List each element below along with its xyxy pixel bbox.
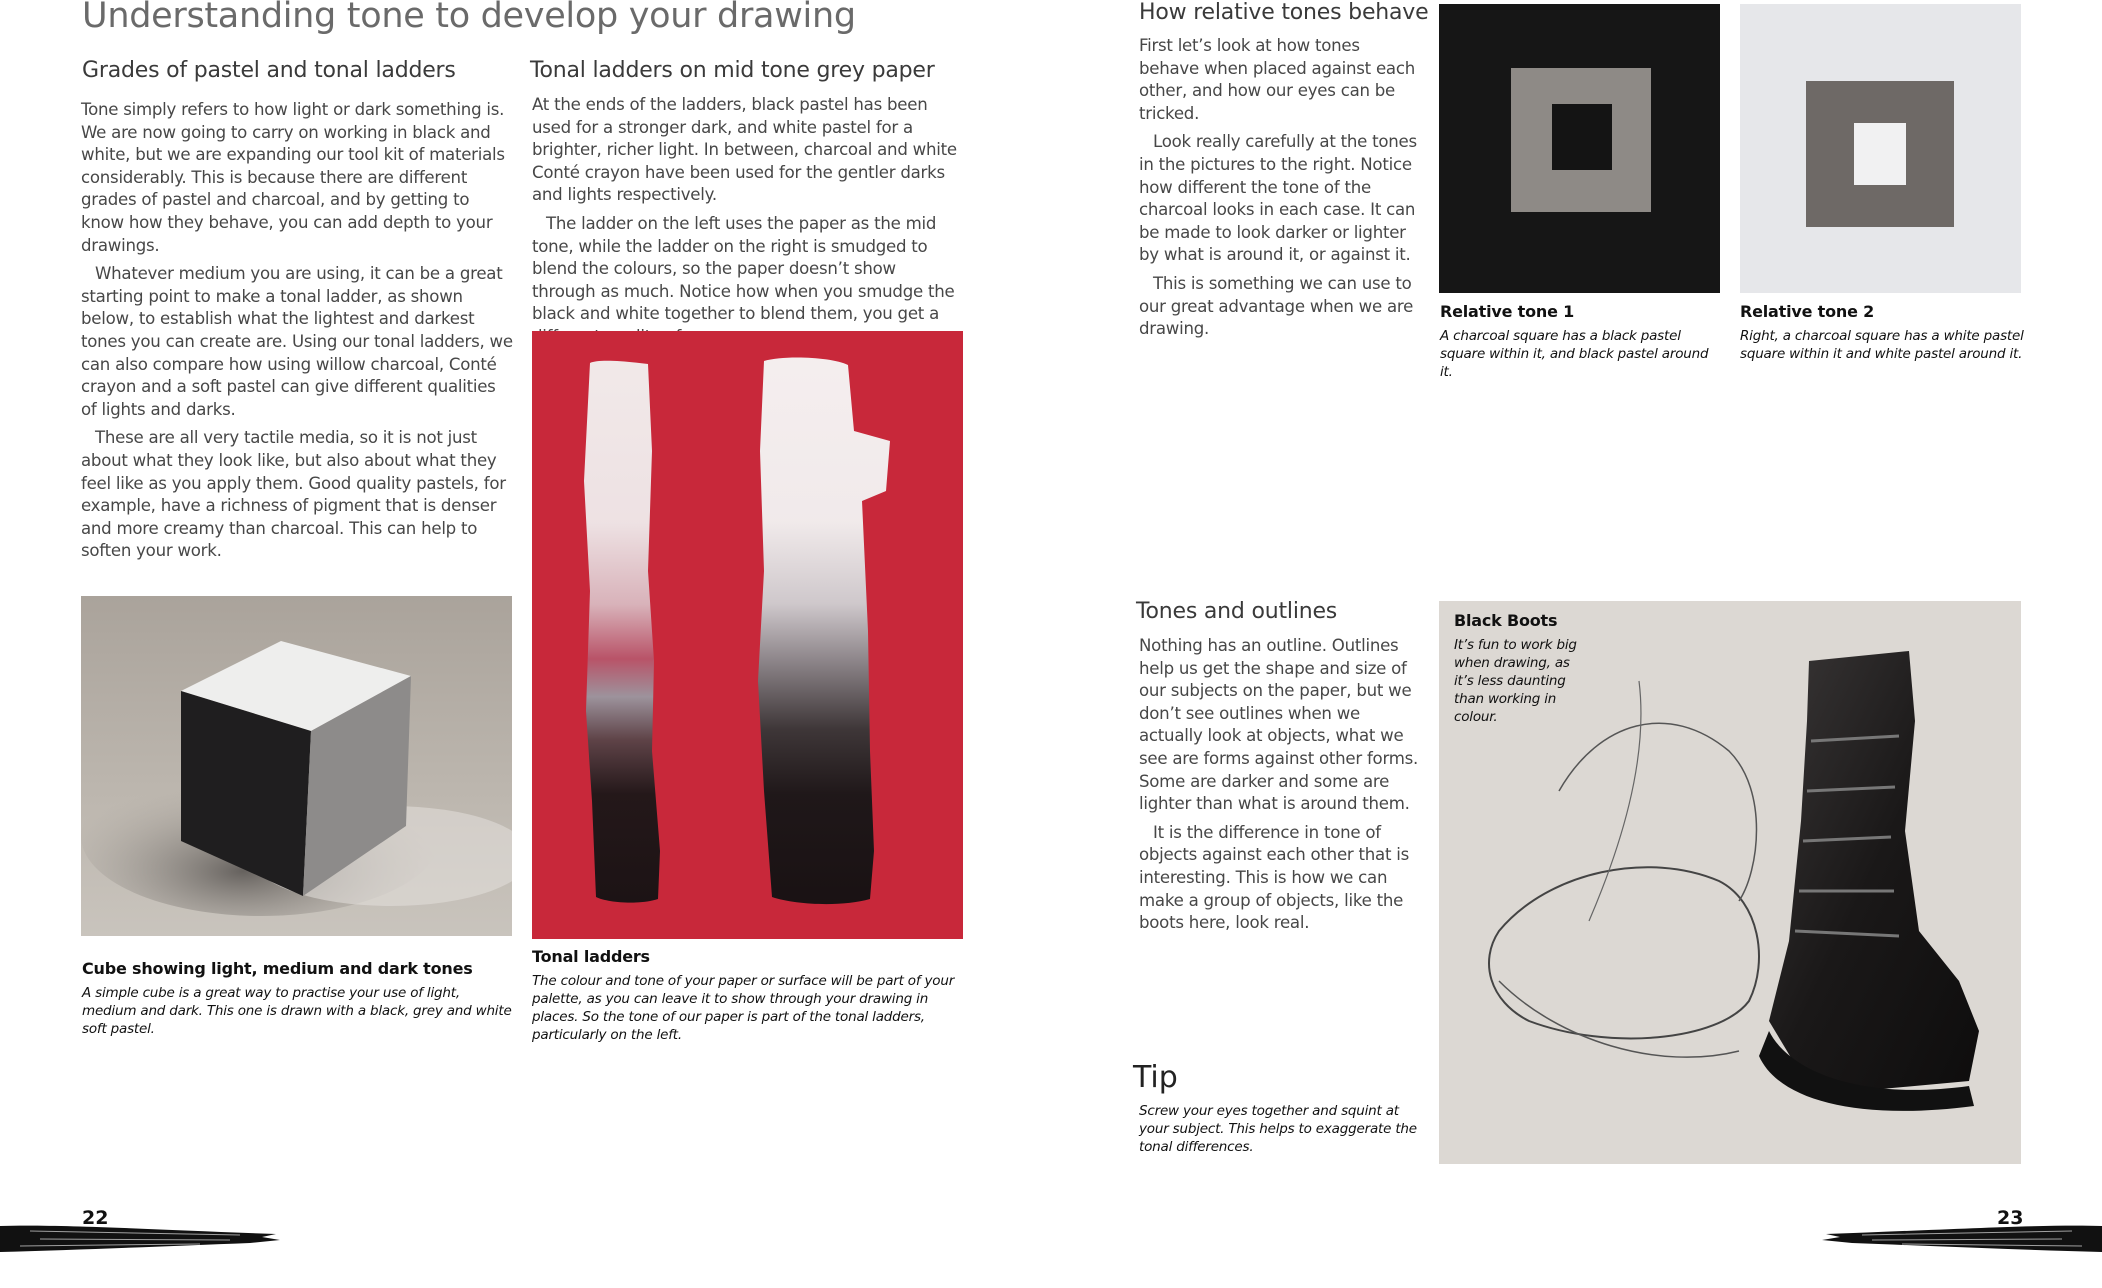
- tonal-ladders-image: [532, 331, 963, 939]
- page-number-left: 22: [82, 1207, 109, 1229]
- relative-tone-2-title: Relative tone 2: [1740, 302, 1875, 321]
- tip-text: Screw your eyes together and squint at your subject. This helps to exaggerate the tonal differences.: [1139, 1103, 1417, 1155]
- grades-body: [81, 99, 513, 569]
- outlines-paragraph-2: It is the difference in tone of objects against each other that is interesting. This is how we can make a group of objects, like the boots here, look real.: [1139, 822, 1409, 933]
- black-boots-text: It’s fun to work big when drawing, as it’s less daunting than working in colour.: [1454, 637, 1577, 725]
- tones-outlines-heading: Tones and outlines: [1136, 599, 1338, 624]
- tonal-ladders-body: [532, 94, 964, 355]
- ladders-caption-title: Tonal ladders: [532, 947, 650, 966]
- relative-tones-heading: How relative tones behave: [1139, 0, 1429, 25]
- relative-paragraph-2: Look really carefully at the tones in the pictures to the right. Notice how different the tone of the charcoal looks in each case. It can be made to look darker or lighter by what is around it, or against it.: [1139, 132, 1417, 265]
- relative-tone-2-image: [1740, 4, 2021, 293]
- relative-paragraph-1: First let’s look at how tones behave when placed against each other, and how our eyes can be tricked.: [1139, 36, 1415, 123]
- tonal-ladders-paragraph-2: The ladder on the left uses the paper as the mid tone, while the ladder on the right is smudged to blend the colours, so the paper doesn’t show through as much. Notice how when you smudge the black and white together to blend them, you get a: [532, 213, 955, 324]
- grades-heading: Grades of pastel and tonal ladders: [82, 58, 456, 83]
- tonal-ladders-heading: Tonal ladders on mid tone grey paper: [530, 58, 935, 83]
- cube-image: [81, 596, 512, 936]
- relative-tone-1-text: A charcoal square has a black pastel square within it, and black pastel around it.: [1440, 328, 1709, 380]
- tonal-ladders-paragraph-1: At the ends of the ladders, black pastel has been used for a stronger dark, and white pastel for a brighter, richer light. In between, charcoal and white Conté crayon have been used for the gentler darks and lights respectively.: [532, 95, 957, 205]
- brush-stroke-decoration-right: [1812, 1222, 2102, 1256]
- outlines-paragraph-1: Nothing has an outline. Outlines help us get the shape and size of our subjects on the paper, but we don’t see outlines when we actually look at objects, what we see are forms against other forms. Some are darker and some are lighter than what is around them.: [1139, 636, 1419, 814]
- tones-outlines-body: [1139, 635, 1424, 941]
- relative-tone-1-image: [1439, 4, 1720, 293]
- page-title: Understanding tone to develop your drawing: [82, 0, 856, 36]
- page-number-right: 23: [1997, 1207, 2024, 1229]
- ladders-caption-text: The colour and tone of your paper or surface will be part of your palette, as you can leave it to show through your drawing in places. So the tone of our paper is part of the tonal ladders, particularly on the left.: [532, 973, 955, 1043]
- tip-heading: Tip: [1133, 1060, 1178, 1095]
- relative-tone-2-text: Right, a charcoal square has a white pastel square within it and white pastel around it.: [1740, 328, 2024, 362]
- brush-stroke-decoration-left: [0, 1222, 290, 1256]
- relative-tone-1-title: Relative tone 1: [1440, 302, 1575, 321]
- relative-tones-body: [1139, 35, 1424, 347]
- grades-paragraph-3: These are all very tactile media, so it is not just about what they look like, but also about what they feel like as you apply them. Good quality pastels, for example, have a richness of pigment that is denser and more creamy than charcoal. This can help to soften your work.: [81, 428, 506, 561]
- cube-caption-text: A simple cube is a great way to practise your use of light, medium and dark. This one is drawn with a black, grey and white soft pastel.: [82, 985, 512, 1037]
- black-boots-title: Black Boots: [1454, 611, 1558, 630]
- relative-paragraph-3: This is something we can use to our great advantage when we are drawing.: [1139, 273, 1414, 339]
- cube-caption-title: Cube showing light, medium and dark tones: [82, 959, 473, 978]
- grades-paragraph-2: Whatever medium you are using, it can be a great starting point to make a tonal ladder, as shown below, to establish what the lightest and darkest tones you can create are. Using our tonal ladders, we can also compare how using willow charcoal, Conté crayon and a soft pastel can give different qualities of lights and darks.: [81, 264, 513, 419]
- grades-paragraph-1: Tone simply refers to how light or dark something is. We are now going to carry on working in black and white, but we are expanding our tool kit of materials considerably. This is because there are different grades of pastel and charcoal, and by getting to know how they behave, you can add depth to your drawings.: [81, 100, 505, 255]
